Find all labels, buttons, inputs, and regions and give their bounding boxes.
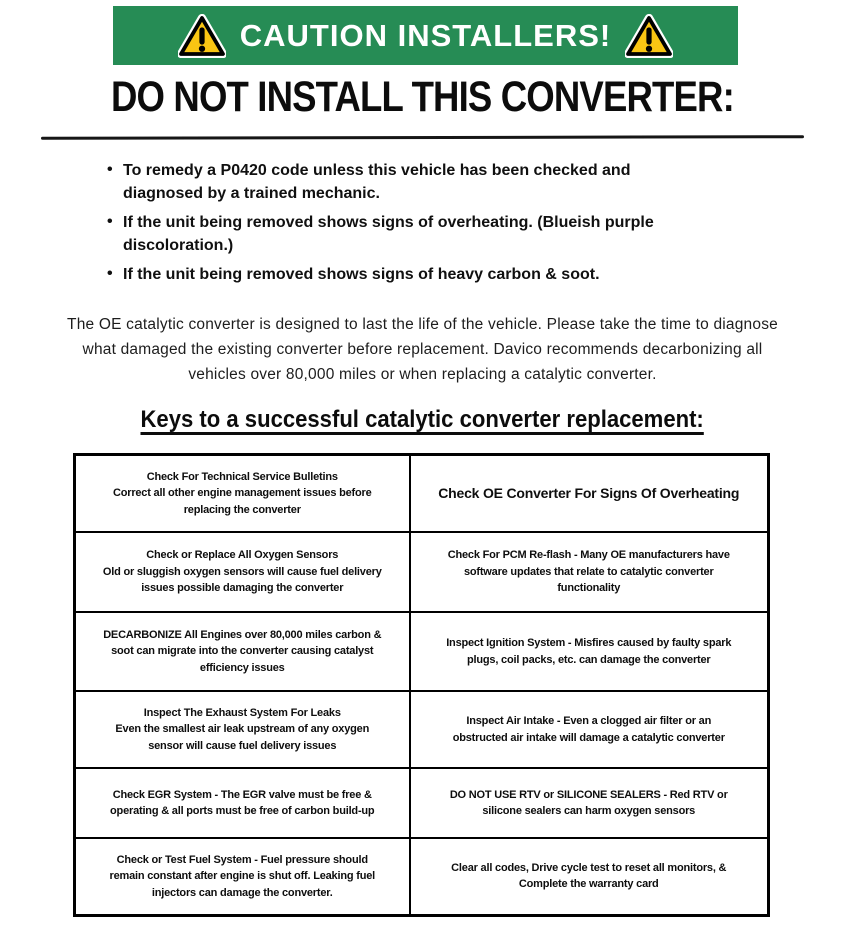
checklist-cell-left bbox=[75, 612, 410, 691]
text-line: Check For PCM Re-flash - Many OE manufacturers have bbox=[447, 549, 730, 562]
checklist-cell-left bbox=[75, 454, 410, 532]
checklist-cell-right bbox=[410, 838, 769, 915]
intro-paragraph bbox=[0, 312, 845, 387]
checklist-cell-left bbox=[75, 768, 410, 838]
checklist-table bbox=[73, 453, 770, 917]
warning-bullet-item bbox=[105, 264, 745, 287]
text-line: Clear all codes, Drive cycle test to reset all monitors, & bbox=[451, 861, 727, 874]
checklist-cell-left bbox=[75, 532, 410, 612]
text-line: • If the unit being removed shows signs of overheating. (Blueish purple bbox=[123, 214, 654, 231]
main-heading-text: DO NOT INSTALL THIS CONVERTER: bbox=[111, 73, 734, 121]
text-line: discoloration.) bbox=[123, 236, 234, 254]
text-line: Correct all other engine management issues before bbox=[112, 487, 372, 499]
checklist-cell-right bbox=[410, 691, 769, 768]
text-line: Inspect Air Intake - Even a clogged air filter or an bbox=[466, 715, 712, 727]
checklist-cell-right bbox=[410, 612, 769, 691]
text-line: Complete the warranty card bbox=[518, 878, 659, 891]
text-line: Check or Test Fuel System - Fuel pressure should bbox=[116, 853, 368, 866]
main-heading bbox=[0, 75, 845, 120]
warning-bullet-list bbox=[105, 160, 745, 287]
warning-triangle-icon bbox=[625, 14, 673, 58]
text-line: silicone sealers can harm oxygen sensors bbox=[482, 805, 696, 817]
text-line: obstructed air intake will damage a catalytic converter bbox=[452, 731, 725, 744]
text-line: • To remedy a P0420 code unless this vehicle has been checked and bbox=[123, 162, 631, 179]
checklist-row bbox=[75, 838, 769, 915]
text-line: injectors can damage the converter. bbox=[151, 886, 333, 899]
checklist-cell-right bbox=[410, 454, 769, 532]
text-line: issues possible damaging the converter bbox=[141, 582, 344, 595]
text-line: remain constant after engine is shut off. Leaking fuel bbox=[109, 870, 375, 882]
text-line: Check OE Converter For Signs Of Overheating bbox=[438, 485, 740, 502]
text-line: what damaged the existing converter before replacement. Davico recommends decarbonizing all bbox=[82, 340, 763, 358]
text-line: Inspect The Exhaust System For Leaks bbox=[143, 706, 341, 719]
checklist-row bbox=[75, 532, 769, 612]
text-line: The OE catalytic converter is designed to last the life of the vehicle. Please take the time to diagnose bbox=[67, 315, 778, 333]
checklist-row bbox=[75, 768, 769, 838]
divider-line bbox=[41, 135, 804, 140]
checklist-cell-left bbox=[75, 691, 410, 768]
keys-heading bbox=[0, 406, 845, 434]
text-line: DECARBONIZE All Engines over 80,000 miles carbon & bbox=[103, 628, 382, 641]
caution-banner bbox=[113, 6, 738, 65]
text-line: Old or sluggish oxygen sensors will cause fuel delivery bbox=[102, 565, 382, 578]
text-line: Check or Replace All Oxygen Sensors bbox=[146, 549, 339, 562]
text-line: DO NOT USE RTV or SILICONE SEALERS - Red RTV or bbox=[449, 788, 728, 801]
text-line: diagnosed by a trained mechanic. bbox=[123, 184, 380, 202]
warning-triangle-icon bbox=[178, 14, 226, 58]
warning-bullet-item bbox=[105, 160, 745, 205]
text-line: soot can migrate into the converter causing catalyst bbox=[111, 645, 374, 658]
text-line: software updates that relate to catalytic converter bbox=[463, 565, 714, 578]
checklist-cell-right bbox=[410, 532, 769, 612]
text-line: Even the smallest air leak upstream of any oxygen bbox=[115, 723, 370, 736]
text-line: Inspect Ignition System - Misfires caused by faulty spark bbox=[446, 637, 732, 649]
text-line: vehicles over 80,000 miles or when replacing a catalytic converter. bbox=[188, 365, 657, 383]
text-line: operating & all ports must be free of carbon build-up bbox=[110, 805, 375, 817]
text-line: sensor will cause fuel delivery issues bbox=[148, 739, 337, 752]
checklist-cell-right bbox=[410, 768, 769, 838]
text-line: efficiency issues bbox=[199, 661, 285, 674]
keys-heading-text: Keys to a successful catalytic converter replacement: bbox=[140, 405, 705, 433]
text-line: Check For Technical Service Bulletins bbox=[146, 470, 338, 483]
text-line: functionality bbox=[557, 582, 621, 595]
checklist-cell-left bbox=[75, 838, 410, 915]
text-line: Check EGR System - The EGR valve must be free & bbox=[112, 788, 372, 801]
checklist-row bbox=[75, 454, 769, 532]
text-line: plugs, coil packs, etc. can damage the converter bbox=[467, 653, 711, 666]
checklist-row bbox=[75, 691, 769, 768]
text-line: replacing the converter bbox=[183, 503, 301, 516]
text-line: • If the unit being removed shows signs of heavy carbon & soot. bbox=[123, 266, 600, 283]
warning-bullet-item bbox=[105, 212, 745, 257]
banner-title: CAUTION INSTALLERS! bbox=[239, 17, 612, 53]
checklist-row bbox=[75, 612, 769, 691]
